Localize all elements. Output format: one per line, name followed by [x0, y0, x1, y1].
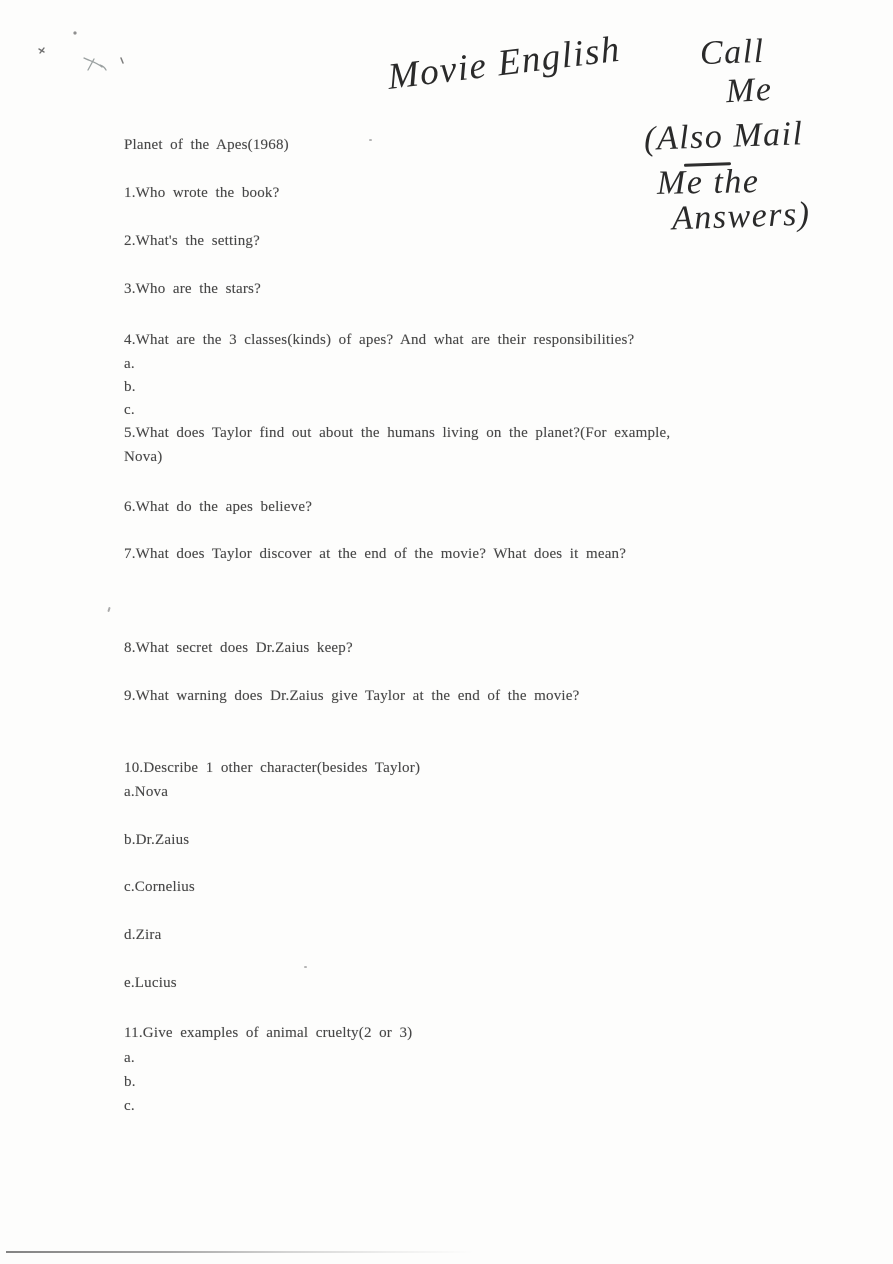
scan-artifact-marks: [30, 25, 150, 85]
question-11-blank-b: b.: [124, 1074, 136, 1090]
question-4-blank-b: b.: [124, 379, 136, 395]
scan-speck: [369, 139, 372, 141]
question-11-blank-a: a.: [124, 1050, 135, 1066]
handwritten-note-line-also-mail: (Also Mail: [643, 115, 805, 158]
question-1: 1.Who wrote the book?: [124, 185, 280, 201]
question-10: 10.Describe 1 other character(besides Taylor): [124, 760, 421, 776]
question-5-line-1: 5.What does Taylor find out about the humans living on the planet?(For example,: [124, 425, 671, 441]
question-10-item-a: a.Nova: [124, 784, 169, 800]
question-3: 3.Who are the stars?: [124, 281, 261, 297]
handwritten-note-line-me-the: Me the: [656, 163, 760, 202]
handwritten-note-line-answers: Answers): [671, 195, 812, 238]
question-11-blank-c: c.: [124, 1098, 135, 1114]
question-6: 6.What do the apes believe?: [124, 499, 313, 515]
question-5-line-2: Nova): [124, 449, 163, 465]
question-4: 4.What are the 3 classes(kinds) of apes? And what are their responsibilities?: [124, 332, 635, 348]
question-10-item-d: d.Zira: [124, 927, 162, 943]
question-10-item-b: b.Dr.Zaius: [124, 832, 190, 848]
question-10-item-c: c.Cornelius: [124, 879, 195, 895]
question-9: 9.What warning does Dr.Zaius give Taylor at the end of the movie?: [124, 688, 580, 704]
question-10-item-e: e.Lucius: [124, 975, 177, 991]
question-8: 8.What secret does Dr.Zaius keep?: [124, 640, 353, 656]
question-2: 2.What's the setting?: [124, 233, 260, 249]
question-7: 7.What does Taylor discover at the end of the movie? What does it mean?: [124, 546, 627, 562]
worksheet-title: Planet of the Apes(1968): [124, 137, 289, 153]
question-4-blank-c: c.: [124, 402, 135, 418]
handwritten-note-line-me: Me: [725, 70, 774, 111]
scan-speck: [304, 966, 307, 968]
scan-speck: [107, 607, 110, 612]
handwritten-note-line-call: Call: [699, 32, 766, 73]
question-4-blank-a: a.: [124, 356, 135, 372]
question-11: 11.Give examples of animal cruelty(2 or 3): [124, 1025, 413, 1041]
handwritten-course-title: Movie English: [386, 28, 623, 98]
scanner-edge-line: [6, 1251, 474, 1253]
